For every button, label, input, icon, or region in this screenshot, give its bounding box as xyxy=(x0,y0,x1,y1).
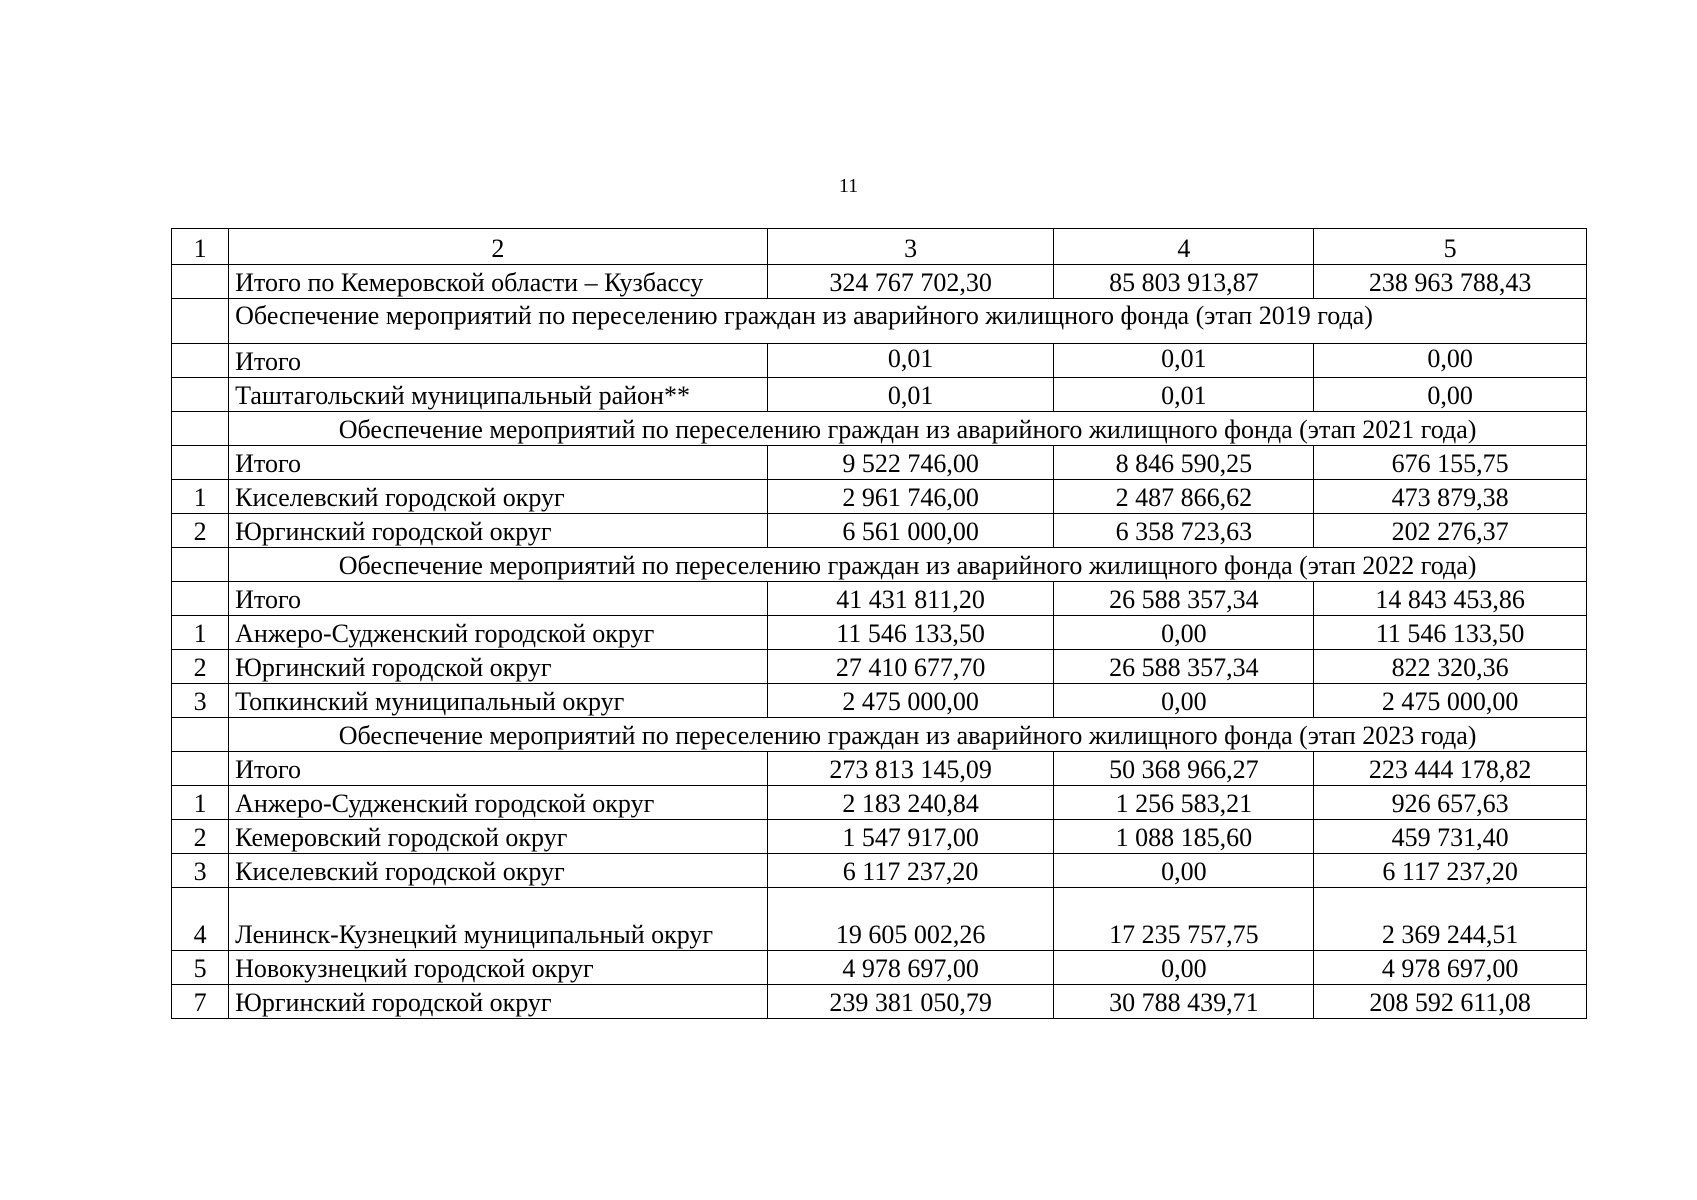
table-row xyxy=(172,786,1587,820)
value-col4-cell: 17 235 757,75 xyxy=(1054,888,1314,951)
value-col4-cell: 26 588 357,34 xyxy=(1054,650,1314,684)
value-col5-cell: 822 320,36 xyxy=(1314,650,1587,684)
value-col3-cell: 27 410 677,70 xyxy=(767,650,1054,684)
row-number-cell: 5 xyxy=(172,951,229,985)
value-col5-cell: 926 657,63 xyxy=(1314,786,1587,820)
row-number-cell xyxy=(172,344,229,378)
value-col4-cell: 8 846 590,25 xyxy=(1054,446,1314,480)
value-col3-cell: 2 961 746,00 xyxy=(767,480,1054,514)
value-col5-cell: 202 276,37 xyxy=(1314,514,1587,548)
row-number-cell: 1 xyxy=(172,480,229,514)
value-col3-cell: 324 767 702,30 xyxy=(767,265,1054,299)
value-col5-cell: 473 879,38 xyxy=(1314,480,1587,514)
header-cell-3: 3 xyxy=(767,229,1054,265)
row-name-cell: Киселевский городской округ xyxy=(229,854,768,888)
value-col5-cell: 6 117 237,20 xyxy=(1314,854,1587,888)
value-col3-cell: 4 978 697,00 xyxy=(767,951,1054,985)
value-col4-cell: 50 368 966,27 xyxy=(1054,752,1314,786)
row-name-cell: Итого xyxy=(229,344,768,378)
row-name-cell: Ленинск-Кузнецкий муниципальный округ xyxy=(229,888,768,951)
header-cell-2: 2 xyxy=(229,229,768,265)
row-name-cell: Итого xyxy=(229,582,768,616)
row-name-cell: Итого xyxy=(229,446,768,480)
row-number-cell: 3 xyxy=(172,684,229,718)
value-col3-cell: 6 117 237,20 xyxy=(767,854,1054,888)
value-col5-cell: 208 592 611,08 xyxy=(1314,985,1587,1019)
table-row xyxy=(172,820,1587,854)
table-row xyxy=(172,344,1587,378)
header-cell-4: 4 xyxy=(1054,229,1314,265)
value-col4-cell: 0,00 xyxy=(1054,951,1314,985)
section-row xyxy=(172,412,1587,446)
value-col3-cell: 19 605 002,26 xyxy=(767,888,1054,951)
value-col3-cell: 11 546 133,50 xyxy=(767,616,1054,650)
row-number-cell: 2 xyxy=(172,820,229,854)
header-cell-5: 5 xyxy=(1314,229,1587,265)
value-col3-cell: 1 547 917,00 xyxy=(767,820,1054,854)
value-col4-cell: 0,00 xyxy=(1054,684,1314,718)
value-col4-cell: 0,00 xyxy=(1054,616,1314,650)
value-col4-cell: 1 256 583,21 xyxy=(1054,786,1314,820)
row-number-cell: 3 xyxy=(172,854,229,888)
value-col3-cell: 0,01 xyxy=(767,344,1054,378)
value-col3-cell: 2 183 240,84 xyxy=(767,786,1054,820)
value-col4-cell: 30 788 439,71 xyxy=(1054,985,1314,1019)
row-number-cell xyxy=(172,582,229,616)
value-col5-cell: 2 475 000,00 xyxy=(1314,684,1587,718)
header-row xyxy=(172,229,1587,265)
value-col5-cell: 223 444 178,82 xyxy=(1314,752,1587,786)
section-row xyxy=(172,718,1587,752)
row-number-cell: 1 xyxy=(172,616,229,650)
row-name-cell: Юргинский городской округ xyxy=(229,514,768,548)
table-row xyxy=(172,265,1587,299)
row-number-cell xyxy=(172,299,229,344)
row-name-cell: Итого xyxy=(229,752,768,786)
value-col3-cell: 6 561 000,00 xyxy=(767,514,1054,548)
row-name-cell: Кемеровский городской округ xyxy=(229,820,768,854)
row-number-cell xyxy=(172,378,229,412)
value-col3-cell: 2 475 000,00 xyxy=(767,684,1054,718)
data-table xyxy=(171,228,1587,1019)
row-number-cell xyxy=(172,752,229,786)
row-name-cell: Новокузнецкий городской округ xyxy=(229,951,768,985)
table-row xyxy=(172,951,1587,985)
section-title: Обеспечение мероприятий по переселению граждан из аварийного жилищного фонда (этап 2022 года) xyxy=(229,548,1587,582)
row-name-cell: Киселевский городской округ xyxy=(229,480,768,514)
section-row xyxy=(172,299,1587,344)
table-row xyxy=(172,684,1587,718)
value-col3-cell: 41 431 811,20 xyxy=(767,582,1054,616)
section-title: Обеспечение мероприятий по переселению граждан из аварийного жилищного фонда (этап 2021 года) xyxy=(229,412,1587,446)
table-body xyxy=(172,229,1587,1019)
section-row xyxy=(172,548,1587,582)
row-number-cell xyxy=(172,265,229,299)
row-number-cell xyxy=(172,718,229,752)
row-number-cell xyxy=(172,548,229,582)
value-col4-cell: 1 088 185,60 xyxy=(1054,820,1314,854)
value-col4-cell: 0,00 xyxy=(1054,854,1314,888)
page-number: 11 xyxy=(838,175,859,197)
value-col3-cell: 239 381 050,79 xyxy=(767,985,1054,1019)
row-number-cell: 4 xyxy=(172,888,229,951)
row-number-cell xyxy=(172,446,229,480)
header-cell-1: 1 xyxy=(172,229,229,265)
section-title: Обеспечение мероприятий по переселению граждан из аварийного жилищного фонда (этап 2023 года) xyxy=(229,718,1587,752)
table-row xyxy=(172,650,1587,684)
row-number-cell: 1 xyxy=(172,786,229,820)
row-name-cell: Итого по Кемеровской области – Кузбассу xyxy=(229,265,768,299)
table-row xyxy=(172,446,1587,480)
row-name-cell: Юргинский городской округ xyxy=(229,650,768,684)
value-col5-cell: 676 155,75 xyxy=(1314,446,1587,480)
value-col4-cell: 26 588 357,34 xyxy=(1054,582,1314,616)
row-name-cell: Анжеро-Судженский городской округ xyxy=(229,616,768,650)
table-row xyxy=(172,888,1587,951)
table-row xyxy=(172,480,1587,514)
value-col4-cell: 0,01 xyxy=(1054,344,1314,378)
section-title: Обеспечение мероприятий по переселению граждан из аварийного жилищного фонда (этап 2019 года) xyxy=(229,299,1587,344)
table-row xyxy=(172,378,1587,412)
value-col3-cell: 9 522 746,00 xyxy=(767,446,1054,480)
value-col5-cell: 2 369 244,51 xyxy=(1314,888,1587,951)
row-number-cell: 2 xyxy=(172,514,229,548)
row-number-cell: 2 xyxy=(172,650,229,684)
value-col5-cell: 14 843 453,86 xyxy=(1314,582,1587,616)
value-col4-cell: 6 358 723,63 xyxy=(1054,514,1314,548)
value-col4-cell: 0,01 xyxy=(1054,378,1314,412)
table-row xyxy=(172,582,1587,616)
table-row xyxy=(172,985,1587,1019)
value-col5-cell: 0,00 xyxy=(1314,378,1587,412)
value-col4-cell: 2 487 866,62 xyxy=(1054,480,1314,514)
value-col5-cell: 459 731,40 xyxy=(1314,820,1587,854)
value-col5-cell: 4 978 697,00 xyxy=(1314,951,1587,985)
value-col5-cell: 11 546 133,50 xyxy=(1314,616,1587,650)
value-col3-cell: 0,01 xyxy=(767,378,1054,412)
value-col3-cell: 273 813 145,09 xyxy=(767,752,1054,786)
value-col4-cell: 85 803 913,87 xyxy=(1054,265,1314,299)
table-row xyxy=(172,514,1587,548)
row-number-cell xyxy=(172,412,229,446)
table-row xyxy=(172,752,1587,786)
value-col5-cell: 238 963 788,43 xyxy=(1314,265,1587,299)
table-row xyxy=(172,854,1587,888)
row-name-cell: Юргинский городской округ xyxy=(229,985,768,1019)
value-col5-cell: 0,00 xyxy=(1314,344,1587,378)
row-name-cell: Таштагольский муниципальный район** xyxy=(229,378,768,412)
row-name-cell: Топкинский муниципальный округ xyxy=(229,684,768,718)
table-row xyxy=(172,616,1587,650)
row-number-cell: 7 xyxy=(172,985,229,1019)
row-name-cell: Анжеро-Судженский городской округ xyxy=(229,786,768,820)
